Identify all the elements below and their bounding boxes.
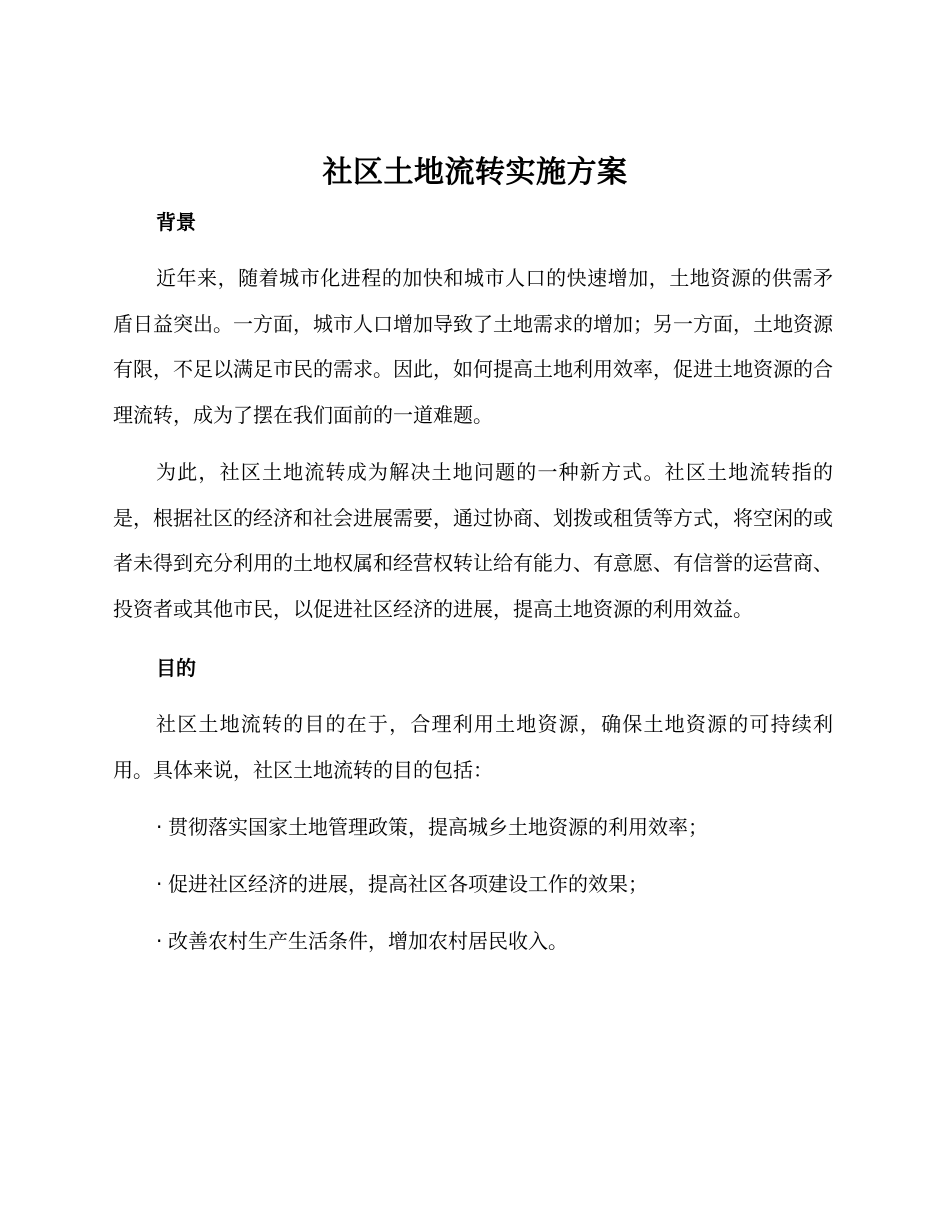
list-item-text: 改善农村生产生活条件，增加农村居民收入。 — [168, 929, 568, 953]
paragraph: 社区土地流转的目的在于，合理利用土地资源，确保土地资源的可持续利用。具体来说，社区土地流转的目的包括： — [113, 712, 833, 782]
list-item-text: 贯彻落实国家土地管理政策，提高城乡土地资源的利用效率； — [168, 815, 708, 839]
section-heading-purpose: 目的 — [156, 656, 196, 680]
list-item-text: 促进社区经济的进展，提高社区各项建设工作的效果； — [168, 872, 648, 896]
paragraph: 为此，社区土地流转成为解决土地问题的一种新方式。社区土地流转指的是，根据社区的经济和社会进展需要，通过协商、划拨或租赁等方式，将空闲的或者未得到充分利用的土地权属和经营权转让给有能力、有意愿、有信誉的运营商、投资者或其他市民，以促进社区经济的进展，提高土地资源的利用效益。 — [113, 460, 833, 621]
bullet-marker: · — [156, 872, 163, 896]
paragraph: 近年来，随着城市化进程的加快和城市人口的快速增加，土地资源的供需矛盾日益突出。一方面，城市人口增加导致了土地需求的增加；另一方面，土地资源有限，不足以满足市民的需求。因此，如何提高土地利用效率，促进土地资源的合理流转，成为了摆在我们面前的一道难题。 — [113, 266, 833, 427]
purpose-list — [113, 805, 833, 964]
bullet-marker: · — [156, 815, 163, 839]
list-item — [113, 805, 833, 850]
document-body — [113, 200, 833, 964]
list-item — [113, 862, 833, 907]
bullet-marker: · — [156, 929, 163, 953]
list-item — [113, 919, 833, 964]
section-heading-background: 背景 — [156, 210, 196, 234]
page-title: 社区土地流转实施方案 — [322, 155, 628, 190]
